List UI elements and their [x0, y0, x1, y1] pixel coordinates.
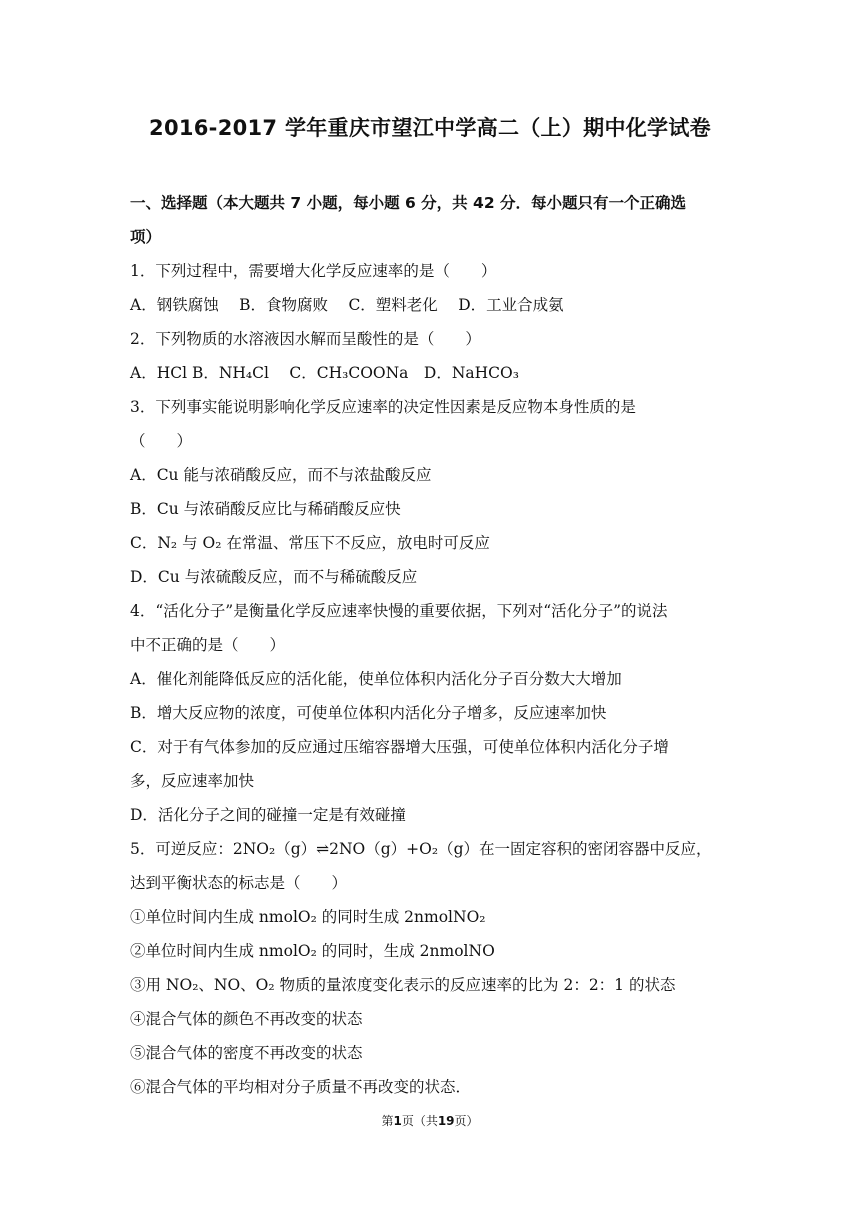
question-body [130, 186, 730, 1104]
section-heading-continued: 项） [130, 228, 162, 246]
question-2-options: A．HCl B．NH₄Cl C．CH₃COONa D．NaHCO₃ [130, 364, 519, 382]
footer-middle: 页（共 [401, 1114, 438, 1128]
question-5-item-6: ⑥混合气体的平均相对分子质量不再改变的状态． [130, 1078, 472, 1096]
question-3-option-c: C．N₂ 与 O₂ 在常温、常压下不反应，放电时可反应 [130, 534, 490, 552]
question-3-stem-continued: （ ） [130, 432, 193, 450]
question-5-item-2: ②单位时间内生成 nmolO₂ 的同时，生成 2nmolNO [130, 942, 495, 960]
question-5-stem: 5．可逆反应：2NO₂（g）⇌2NO（g）+O₂（g）在一固定容积的密闭容器中反应， [130, 840, 712, 858]
question-4-option-b: B．增大反应物的浓度，可使单位体积内活化分子增多，反应速率加快 [130, 704, 607, 722]
question-5-item-3: ③用 NO₂、NO、O₂ 物质的量浓度变化表示的反应速率的比为 2：2：1 的状态 [130, 976, 676, 994]
question-4-option-c: C．对于有气体参加的反应通过压缩容器增大压强，可使单位体积内活化分子增 [130, 738, 669, 756]
question-1-options: A．钢铁腐蚀 B．食物腐败 C．塑料老化 D．工业合成氨 [130, 296, 564, 314]
question-5-item-1: ①单位时间内生成 nmolO₂ 的同时生成 2nmolNO₂ [130, 908, 486, 926]
question-4-option-d: D．活化分子之间的碰撞一定是有效碰撞 [130, 806, 406, 824]
question-4-option-c-continued: 多，反应速率加快 [130, 772, 255, 790]
question-3-option-d: D．Cu 与浓硫酸反应，而不与稀硫酸反应 [130, 568, 418, 586]
question-4-stem-continued: 中不正确的是（ ） [130, 636, 286, 654]
footer-total-pages: 19 [437, 1114, 455, 1128]
question-5-item-5: ⑤混合气体的密度不再改变的状态 [130, 1044, 363, 1062]
question-4-stem: 4．“活化分子”是衡量化学反应速率快慢的重要依据，下列对“活化分子”的说法 [130, 602, 668, 620]
page-title: 2016-2017 学年重庆市望江中学高二（上）期中化学试卷 [149, 116, 711, 140]
question-4-option-a: A．催化剂能降低反应的活化能，使单位体积内活化分子百分数大大增加 [130, 670, 622, 688]
question-5-stem-continued: 达到平衡状态的标志是（ ） [130, 874, 348, 892]
footer-suffix: 页） [454, 1114, 479, 1128]
section-heading: 一、选择题（本大题共 7 小题，每小题 6 分，共 42 分．每小题只有一个正确选 [130, 194, 687, 212]
question-5-item-4: ④混合气体的颜色不再改变的状态 [130, 1010, 363, 1028]
question-3-option-b: B．Cu 与浓硝酸反应比与稀硝酸反应快 [130, 500, 401, 518]
question-3-option-a: A．Cu 能与浓硝酸反应，而不与浓盐酸反应 [130, 466, 432, 484]
footer-page-number: 1 [393, 1114, 402, 1128]
question-2-stem: 2．下列物质的水溶液因水解而呈酸性的是（ ） [130, 330, 481, 348]
question-1-stem: 1．下列过程中，需要增大化学反应速率的是（ ） [130, 262, 497, 280]
footer-prefix: 第 [381, 1114, 394, 1128]
page-footer [0, 1112, 860, 1129]
question-3-stem: 3．下列事实能说明影响化学反应速率的决定性因素是反应物本身性质的是 [130, 398, 636, 416]
